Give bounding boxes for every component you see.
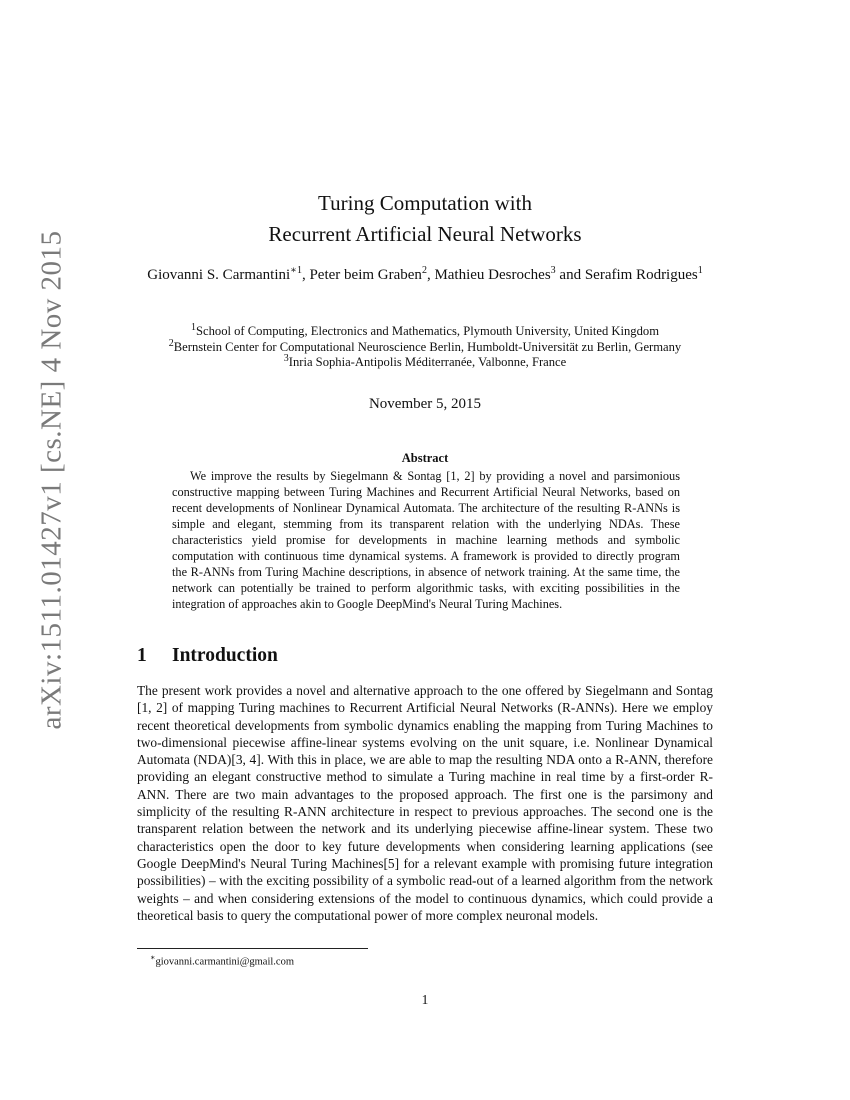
- affiliation-text: School of Computing, Electronics and Mathematics, Plymouth University, United Kingdom: [196, 324, 659, 338]
- author-mark: 1: [697, 265, 703, 276]
- author-mark: 2: [421, 265, 427, 276]
- affiliation-list: [100, 321, 750, 371]
- abstract-text: We improve the results by Siegelmann & Sontag [1, 2] by providing a novel and parsimonious constructive mapping between Turing Machines and Recurrent Artificial Neural Networks, based on recent developments of Nonlinear Dynamical Automata. The architecture of the resulting R-ANNs is simple and elegant, stemming from its transparent relation with the underlying NDAs. These characteristics yield promise for developments in machine learning methods and symbolic computation with continuous time dynamical systems. A framework is provided to directly program the R-ANNs from Turing Machine descriptions, in absence of network training. At the same time, the network can potentially be trained to perform algorithmic tasks, with exciting possibilities in the integration of approaches akin to Google DeepMind's Neural Turing Machines.: [172, 469, 680, 611]
- author-name: Giovanni S. Carmantini: [147, 267, 291, 283]
- author-name: Peter beim Graben: [309, 267, 422, 283]
- footnote-email: giovanni.carmantini@gmail.com: [155, 956, 294, 968]
- abstract-heading: Abstract: [401, 451, 449, 465]
- footnote-mark: ∗: [150, 953, 156, 962]
- page-number: 1: [421, 992, 429, 1007]
- affiliation-text: Inria Sophia-Antipolis Méditerranée, Valbonne, France: [288, 355, 567, 369]
- section-number: 1: [137, 645, 147, 666]
- affiliation-item: [100, 352, 750, 371]
- affiliation-item: [100, 337, 750, 356]
- introduction-paragraph: The present work provides a novel and alternative approach to the one offered by Siegelmann and Sontag [1, 2] of mapping Turing machines to Recurrent Artificial Neural Networks (R-ANNs). Here we employ recent theoretical developments from symbolic dynamics enabling the mapping from Turing Machines to two-dimensional piecewise affine-linear systems evolving on the unit square, i.e. Nonlinear Dynamical Automata (NDA)[3, 4]. With this in place, we are able to map the resulting NDA onto a R-ANN, therefore providing an elegant constructive method to simulate a Turing machine in real time by a first-order R-ANN. There are two main advantages to the proposed approach. The first one is the parsimony and simplicity of the resulting R-ANN architecture in respect to previous approaches. The second one is the transparent relation between the network and its underlying piecewise affine-linear system. These two characteristics open the door to key future developments when considering learning applications (see Google DeepMind's Neural Turing Machines[5] for a relevant example with promising future integration possibilities) – with the exciting possibility of a symbolic read-out of a learned algorithm from the network weights – and when considering extensions of the model to continuous dynamics, which could provide a theoretical basis to query the computational power of more complex neuronal models.: [137, 683, 713, 923]
- title-line-2: Recurrent Artificial Neural Networks: [268, 222, 582, 246]
- author-conjunction: and: [559, 267, 582, 283]
- author-mark: ∗1: [290, 265, 302, 276]
- affiliation-mark: 3: [283, 352, 289, 364]
- section-title: Introduction: [172, 645, 278, 666]
- arxiv-identifier-stamp: arXiv:1511.01427v1 [cs.NE] 4 Nov 2015: [35, 230, 68, 730]
- affiliation-item: [100, 321, 750, 340]
- author-mark: 3: [550, 265, 556, 276]
- affiliation-text: Bernstein Center for Computational Neuroscience Berlin, Humboldt-Universität zu Berlin, Germany: [173, 339, 682, 354]
- publication-date: November 5, 2015: [368, 396, 482, 412]
- author-name: Serafim Rodrigues: [584, 267, 698, 283]
- paper-title: [0, 188, 850, 250]
- author-name: Mathieu Desroches: [434, 267, 551, 283]
- footnote-divider: [137, 948, 368, 949]
- title-line-1: Turing Computation with: [318, 191, 532, 215]
- author-list: Giovanni S. Carmantini$^{∗1}$, Peter beim Graben$^2$, Mathieu Desroches$^3$ and Serafim Rodrigues$^1$: [147, 265, 703, 283]
- affiliation-mark: 2: [168, 337, 174, 349]
- footnote: [150, 953, 294, 968]
- section-heading: [137, 645, 278, 667]
- affiliation-mark: 1: [191, 321, 196, 333]
